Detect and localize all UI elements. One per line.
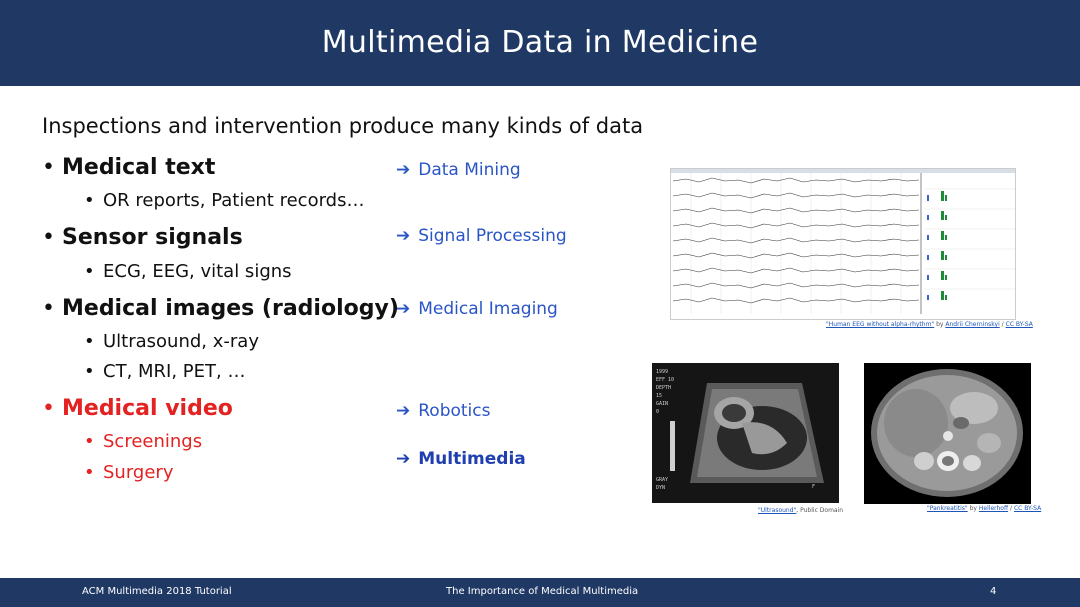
bullet-medical-video: [42, 396, 233, 421]
ultrasound-caption: [758, 507, 843, 514]
arrow-medical-imaging: [396, 299, 558, 319]
bullet-medical-text: [42, 155, 215, 180]
arrow-data-mining: [396, 160, 521, 180]
slide-title: Multimedia Data in Medicine: [321, 25, 759, 60]
eeg-caption-author[interactable]: Andrii Cherninskyi: [945, 321, 1000, 328]
arrow-right-icon: ➔: [396, 160, 411, 180]
svg-text:GAIN: GAIN: [656, 401, 669, 407]
ct-caption-link[interactable]: "Pankreatitis": [927, 505, 968, 512]
eeg-chart-graphic: [671, 169, 1015, 319]
bullet-dot: •: [84, 361, 95, 382]
ct-caption-author[interactable]: Hellerhoff: [978, 505, 1009, 512]
arrow-multimedia: [396, 449, 526, 469]
arrow-right-icon: ➔: [396, 299, 411, 319]
sub-bullet-label: CT, MRI, PET, …: [103, 361, 246, 382]
bullet-dot: •: [84, 462, 95, 483]
ct-caption: [927, 505, 1041, 512]
eeg-caption-license[interactable]: CC BY-SA: [1005, 321, 1033, 328]
arrow-right-icon: ➔: [396, 226, 411, 246]
svg-text:EFF 10: EFF 10: [656, 377, 675, 383]
sub-bullet-label: Surgery: [103, 462, 174, 483]
arrow-label: Signal Processing: [418, 226, 567, 246]
footer-left-text: ACM Multimedia 2018 Tutorial: [82, 586, 232, 597]
arrow-label: Medical Imaging: [418, 299, 558, 319]
sub-bullet: [84, 462, 173, 483]
sub-bullet-label: Screenings: [103, 431, 203, 452]
arrow-right-icon: ➔: [396, 449, 411, 469]
bullet-dot: •: [42, 225, 55, 250]
bullet-dot: •: [42, 155, 55, 180]
eeg-image: [670, 168, 1016, 320]
svg-text:15: 15: [656, 393, 663, 399]
ultrasound-image: [652, 363, 839, 503]
bullet-label: Sensor signals: [62, 225, 243, 250]
sub-bullet: [84, 331, 259, 352]
bullet-label: Medical text: [62, 155, 216, 180]
footer-center-text: The Importance of Medical Multimedia: [446, 586, 639, 597]
bullet-dot: •: [84, 190, 95, 211]
ct-image: [864, 363, 1031, 504]
arrow-label: Data Mining: [418, 160, 521, 180]
ultrasound-graphic: [652, 363, 839, 503]
sub-bullet-label: ECG, EEG, vital signs: [103, 261, 292, 282]
ct-graphic: [864, 363, 1031, 504]
svg-text:0: 0: [656, 409, 660, 415]
arrow-signal-processing: [396, 226, 567, 246]
page-number: 4: [990, 586, 997, 597]
arrow-label: Robotics: [418, 401, 491, 421]
bullet-dot: •: [42, 296, 55, 321]
bullet-dot: •: [84, 261, 95, 282]
caption-separator: /: [1010, 505, 1013, 512]
bullet-sensor-signals: [42, 225, 243, 250]
bullet-label: Medical images (radiology): [62, 296, 399, 321]
bullet-dot: •: [42, 396, 55, 421]
ultrasound-caption-link[interactable]: "Ultrasound": [758, 507, 797, 514]
caption-license: , Public Domain: [796, 507, 844, 514]
footer-bar: [0, 578, 1080, 607]
caption-separator: /: [1001, 321, 1004, 328]
ct-caption-license[interactable]: CC BY-SA: [1013, 505, 1042, 512]
arrow-robotics: [396, 401, 490, 421]
eeg-caption: [826, 321, 1033, 328]
svg-text:F: F: [812, 484, 816, 490]
svg-text:GRAY: GRAY: [656, 477, 669, 483]
sub-bullet: [84, 190, 364, 211]
intro-text: Inspections and intervention produce many kinds of data: [42, 114, 644, 138]
eeg-caption-link[interactable]: "Human EEG without alpha-rhythm": [826, 321, 935, 328]
svg-text:DEPTH: DEPTH: [656, 385, 672, 391]
bullet-dot: •: [84, 431, 95, 452]
sub-bullet: [84, 361, 245, 382]
bullet-medical-images: [42, 296, 399, 321]
sub-bullet: [84, 431, 202, 452]
svg-text:DYN: DYN: [656, 485, 666, 491]
arrow-right-icon: ➔: [396, 401, 411, 421]
bullet-label: Medical video: [62, 396, 233, 421]
sub-bullet-label: OR reports, Patient records…: [103, 190, 365, 211]
svg-text:1999: 1999: [656, 369, 669, 375]
arrow-label: Multimedia: [418, 449, 526, 469]
sub-bullet-label: Ultrasound, x-ray: [103, 331, 259, 352]
bullet-dot: •: [84, 331, 95, 352]
caption-by: by: [969, 505, 977, 512]
caption-by: by: [936, 321, 944, 328]
sub-bullet: [84, 261, 292, 282]
